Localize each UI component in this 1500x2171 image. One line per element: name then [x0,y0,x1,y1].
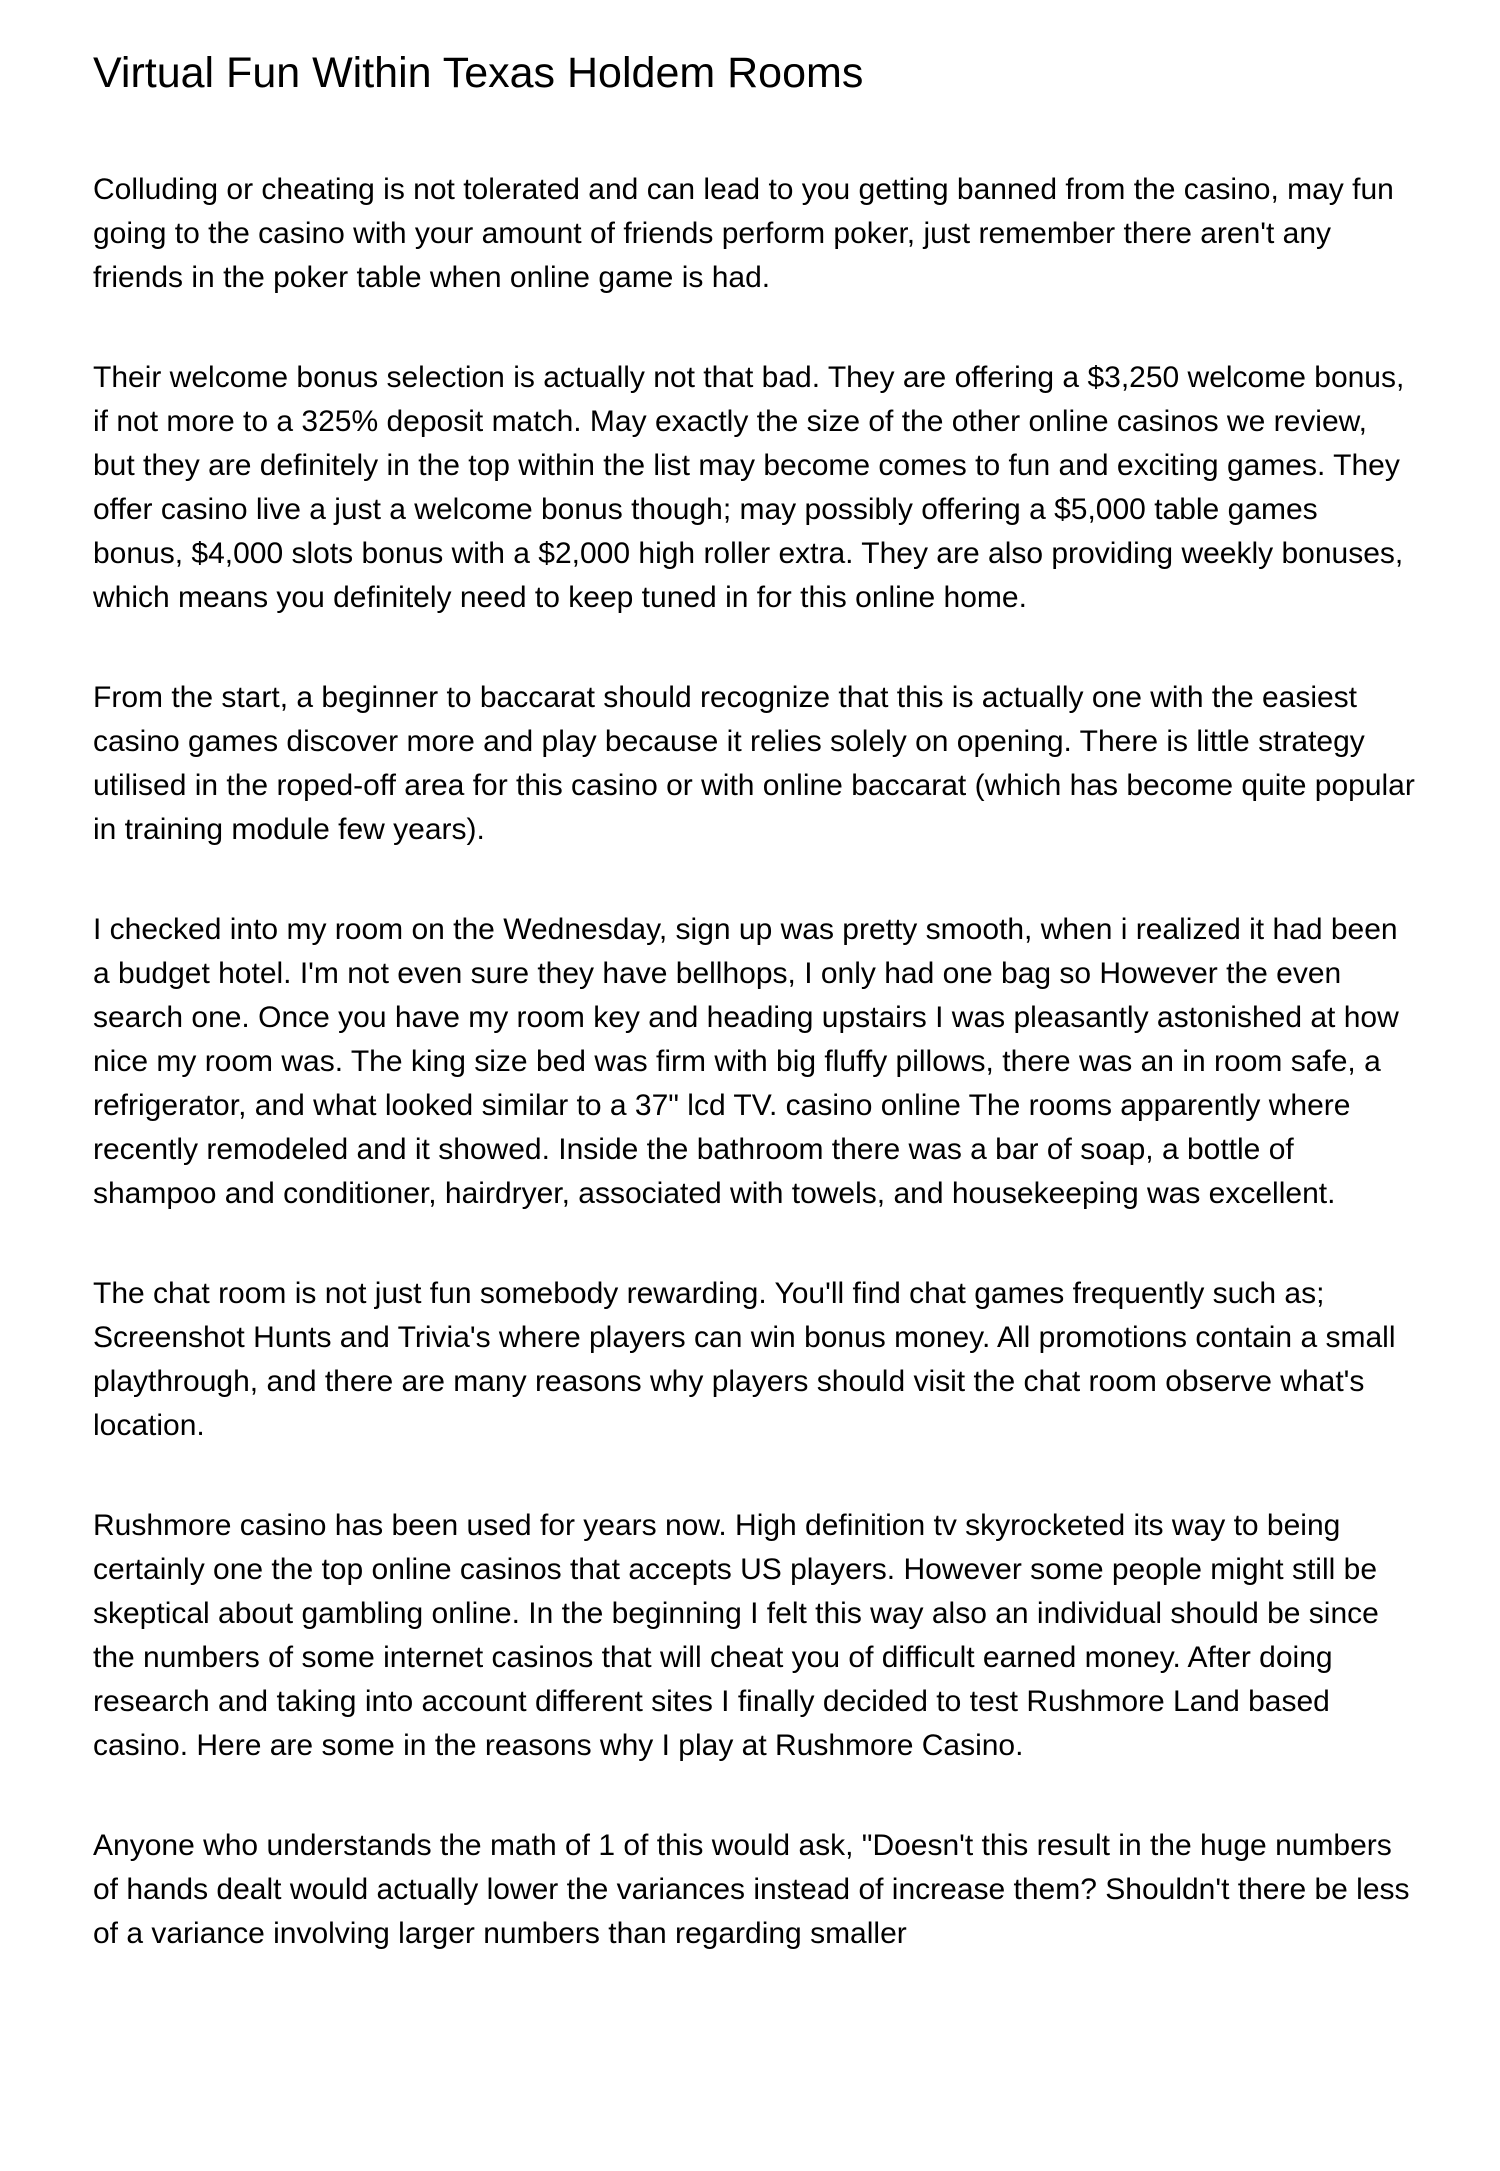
article-paragraph-2: Their welcome bonus selection is actually not that bad. They are offering a $3,250 welcome bonus, if not more to a 325% deposit match. May exactly the size of the other online casinos we review, but they are definitely in the top within the list may become comes to fun and exciting games. They offer casino live a just a welcome bonus though; may possibly offering a $5,000 table games bonus, $4,000 slots bonus with a $2,000 high roller extra. They are also providing weekly bonuses, which means you definitely need to keep tuned in for this online home. [93,361,1405,614]
article-page [93,48,1415,1956]
article-paragraph-1: Colluding or cheating is not tolerated and can lead to you getting banned from the casino, may fun going to the casino with your amount of friends perform poker, just remember there aren't any friends in the poker table when online game is had. [93,173,1394,294]
article-paragraph-4: I checked into my room on the Wednesday, sign up was pretty smooth, when i realized it had been a budget hotel. I'm not even sure they have bellhops, I only had one bag so However the even search one. Once you have my room key and heading upstairs I was pleasantly astonished at how nice my room was. The king size bed was firm with big fluffy pillows, there was an in room safe, a refrigerator, and what looked similar to a 37" lcd TV. casino online The rooms apparently where recently remodeled and it showed. Inside the bathroom there was a bar of soap, a bottle of shampoo and conditioner, hairdryer, associated with towels, and housekeeping was excellent. [93,913,1399,1210]
article-paragraph-5: The chat room is not just fun somebody rewarding. You'll find chat games frequently such as; Screenshot Hunts and Trivia's where players can win bonus money. All promotions contain a small playthrough, and there are many reasons why players should visit the chat room observe what's location. [93,1277,1396,1442]
article-paragraph-6: Rushmore casino has been used for years now. High definition tv skyrocketed its way to being certainly one the top online casinos that accepts US players. However some people might still be skeptical about gambling online. In the beginning I felt this way also an individual should be since the numbers of some internet casinos that will cheat you of difficult earned money. After doing research and taking into account different sites I finally decided to test Rushmore Land based casino. Here are some in the reasons why I play at Rushmore Casino. [93,1509,1379,1762]
article-paragraph-7: Anyone who understands the math of 1 of this would ask, "Doesn't this result in the huge numbers of hands dealt would actually lower the variances instead of increase them? Shouldn't there be less of a variance involving larger numbers than regarding smaller [93,1829,1410,1950]
article-paragraph-3: From the start, a beginner to baccarat should recognize that this is actually one with the easiest casino games discover more and play because it relies solely on opening. There is little strategy utilised in the roped-off area for this casino or with online baccarat (which has become quite popular in training module few years). [93,681,1415,846]
page-title: Virtual Fun Within Texas Holdem Rooms [93,49,864,97]
